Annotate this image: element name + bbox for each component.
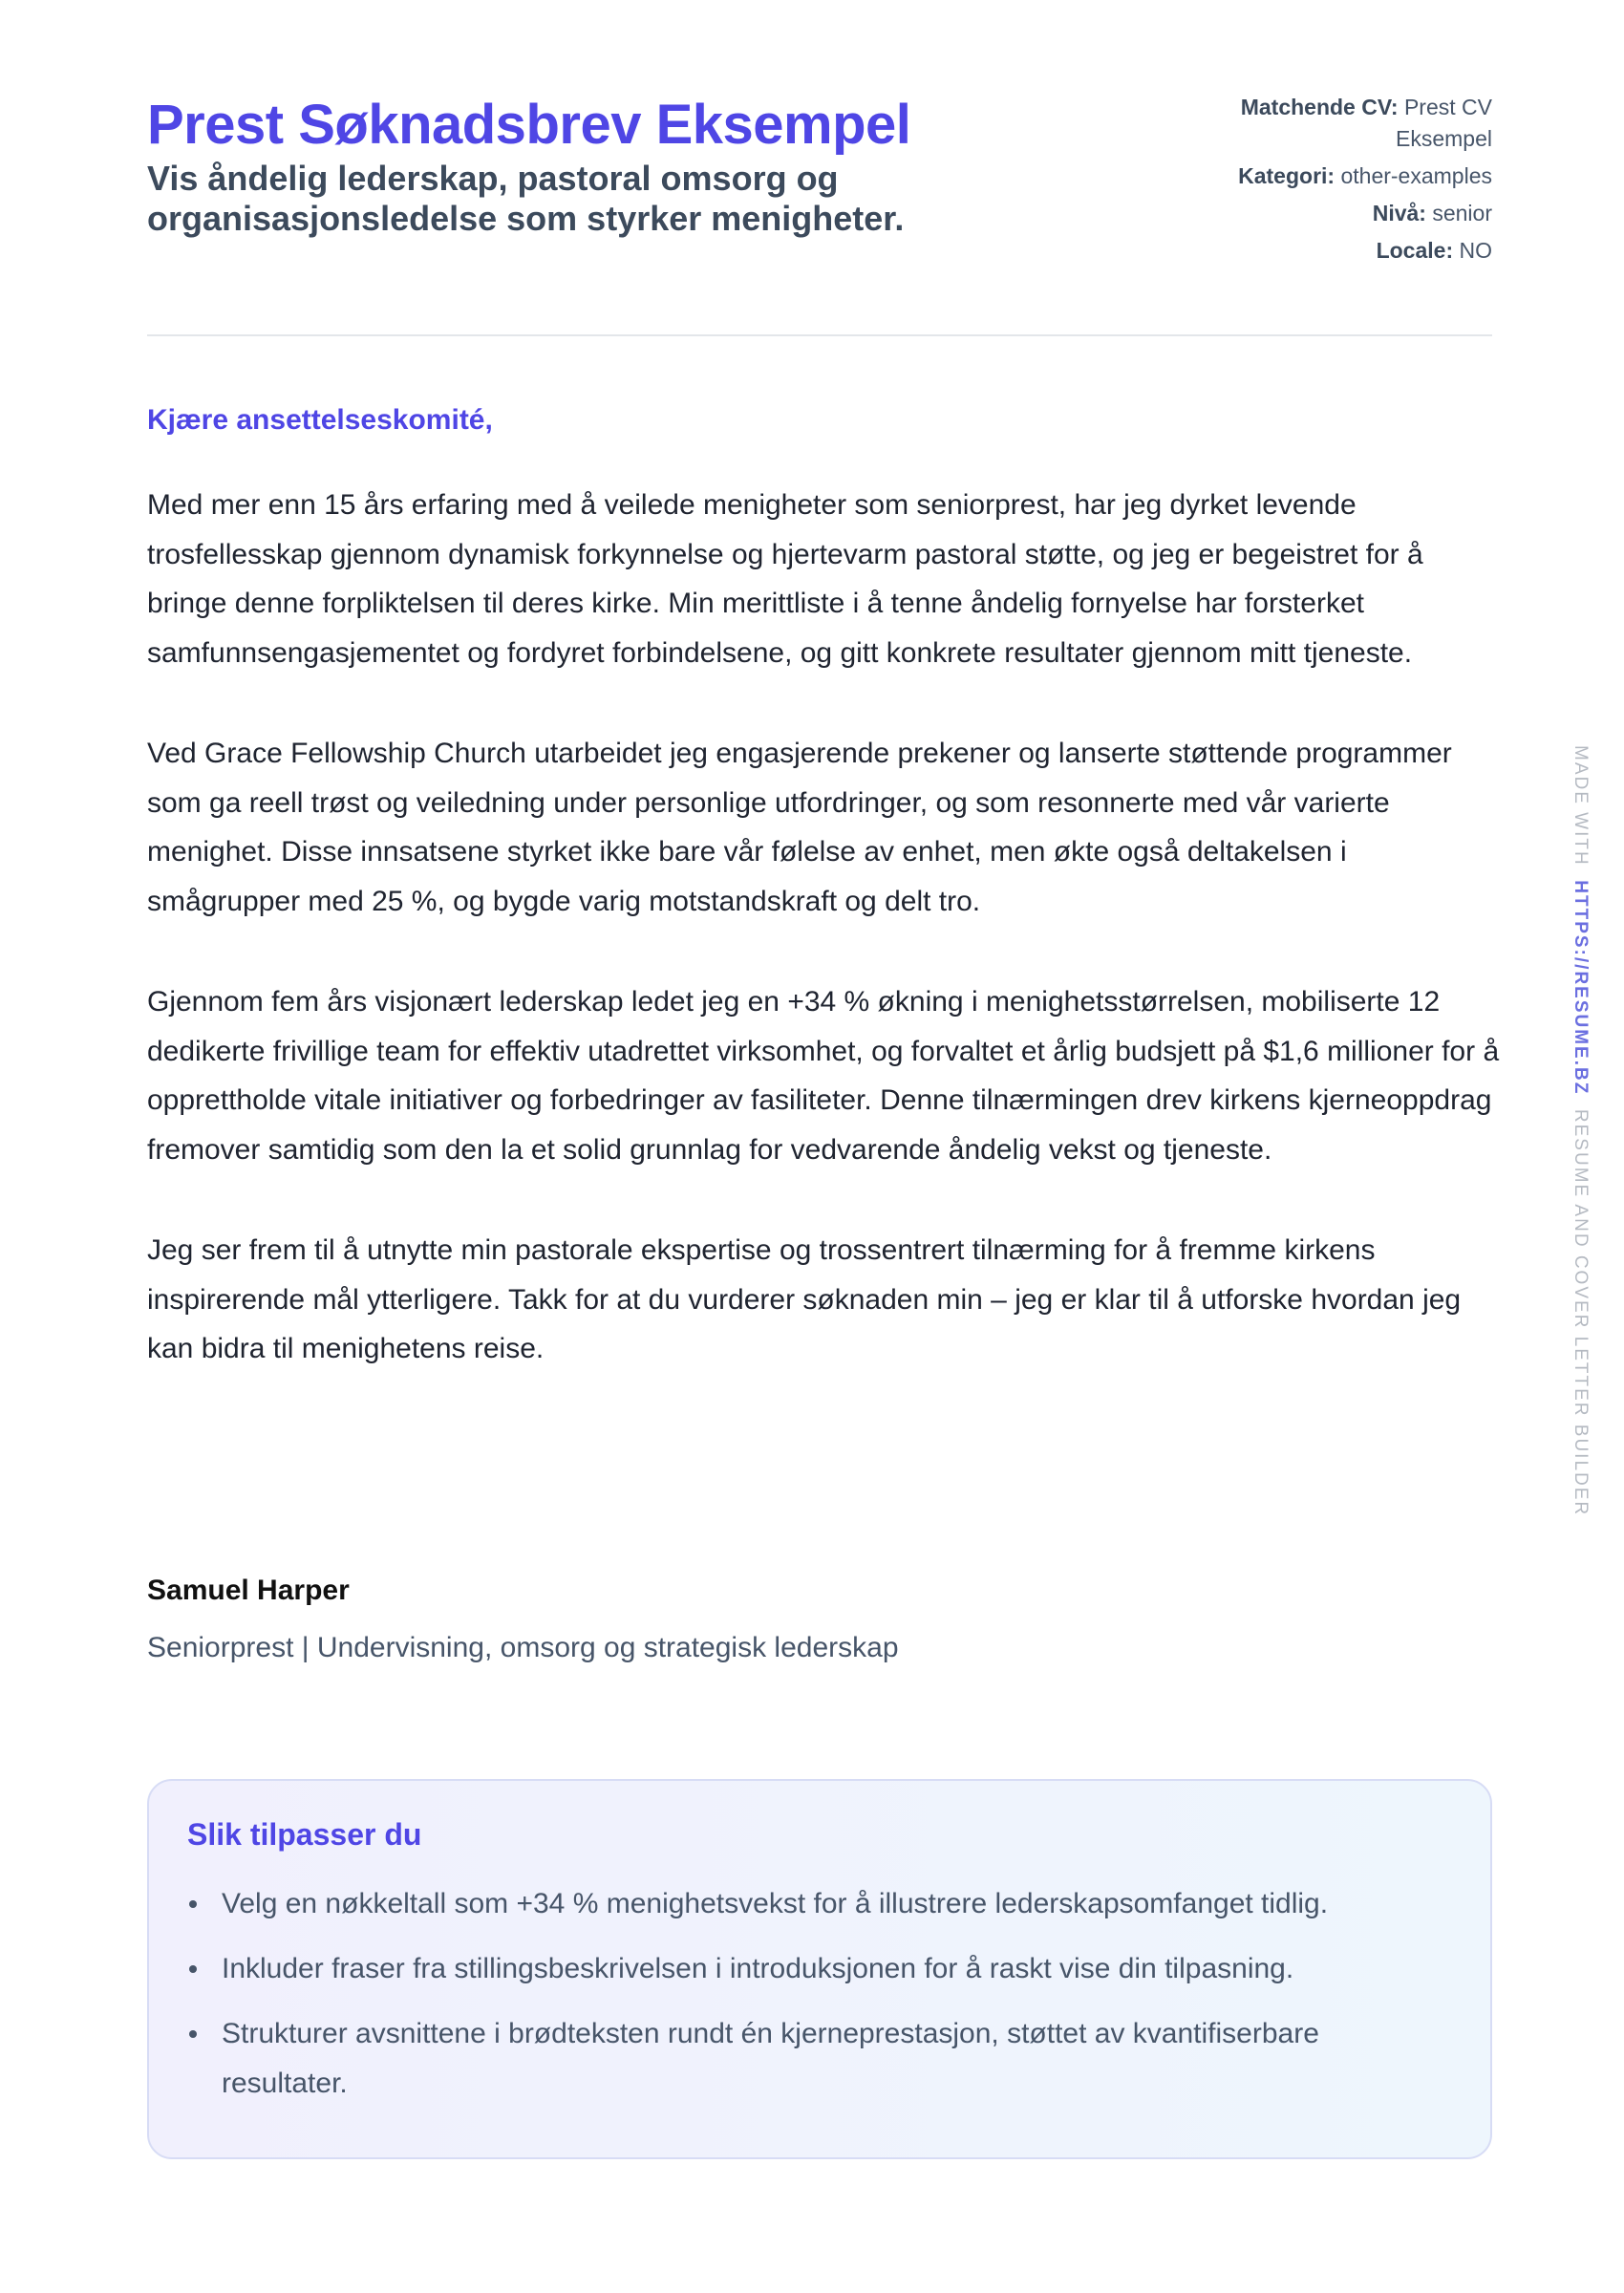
tips-list (187, 1879, 1452, 2109)
watermark-link[interactable]: HTTPS://RESUME.BZ (1571, 880, 1591, 1096)
meta-matching-cv (1215, 92, 1492, 155)
watermark (1570, 745, 1591, 1529)
watermark-suffix: RESUME AND COVER LETTER BUILDER (1571, 1108, 1591, 1517)
tip-item: Velg en nøkkeltall som +34 % menighetsvekst for å illustrere lederskapsomfanget tidlig. (187, 1879, 1452, 1929)
signature-name: Samuel Harper (147, 1575, 350, 1606)
page-subtitle: Vis åndelig lederskap, pastoral omsorg og organisasjonsledelse som styrker menigheter. (147, 159, 905, 238)
letter-paragraph: Gjennom fem års visjonært lederskap ledet jeg en +34 % økning i menighetsstørrelsen, mobiliserte 12 dedikerte frivillige team for effektiv utadrettet virksomhet, og forvaltet et årlig budsjett på $1,6 millioner for å opprettholde vitale initiativer og forbedringer av fasiliteter. Denne tilnærmingen drev kirkens kjerneoppdrag fremover samtidig som den la et solid grunnlag for vedvarende åndelig vekst og tjeneste. (147, 986, 1500, 1166)
meta-value: other-examples (1340, 163, 1492, 188)
meta-value: senior (1432, 201, 1492, 225)
tip-item: Inkluder fraser fra stillingsbeskrivelsen i introduksjonen for å raskt vise din tilpasning. (187, 1944, 1452, 1994)
letter-body (147, 481, 1504, 1425)
page-title: Prest Søknadsbrev Eksempel (147, 94, 911, 156)
tips-box (147, 1779, 1492, 2159)
tips-heading: Slik tilpasser du (187, 1817, 422, 1852)
tip-item: Strukturer avsnittene i brødteksten rundt én kjerneprestasjon, støttet av kvantifiserbare resultater. (187, 2009, 1452, 2109)
letter-paragraph: Ved Grace Fellowship Church utarbeidet jeg engasjerende prekener og lanserte støttende programmer som ga reell trøst og veiledning under personlige utfordringer, og som resonnerte med vår varierte menighet. Disse innsatsene styrket ikke bare vår følelse av enhet, men økte også deltakelsen i smågrupper med 25 %, og bygde varig motstandskraft og delt tro. (147, 738, 1452, 917)
letter-paragraph: Med mer enn 15 års erfaring med å veilede menigheter som seniorprest, har jeg dyrket levende trosfellesskap gjennom dynamisk forkynnelse og hjertevarm pastoral støtte, og jeg er begeistret for å bringe denne forpliktelsen til deres kirke. Min merittliste i å tenne åndelig fornyelse har forsterket samfunnsengasjementet og fordyret forbindelsene, og gitt konkrete resultater gjennom mitt tjeneste. (147, 489, 1423, 669)
meta-locale (1215, 235, 1492, 267)
meta-label: Matchende CV: (1240, 95, 1399, 119)
meta-value: NO (1459, 238, 1492, 263)
meta-label: Kategori: (1238, 163, 1336, 188)
letter-paragraph: Jeg ser frem til å utnytte min pastorale ekspertise og trossentrert tilnærming for å fremme kirkens inspirerende mål ytterligere. Takk for at du vurderer søknaden min – jeg er klar til å utforske hvordan jeg kan bidra til menighetens reise. (147, 1234, 1462, 1364)
meta-info (1215, 92, 1492, 272)
header (147, 92, 1492, 336)
letter-greeting: Kjære ansettelseskomité, (147, 404, 493, 436)
meta-label: Locale: (1376, 238, 1454, 263)
watermark-prefix: MADE WITH (1571, 745, 1591, 867)
meta-value: Prest CV Eksempel (1396, 95, 1492, 151)
meta-category (1215, 161, 1492, 192)
meta-label: Nivå: (1372, 201, 1426, 225)
meta-level (1215, 198, 1492, 229)
signature-title: Seniorprest | Undervisning, omsorg og strategisk lederskap (147, 1632, 899, 1663)
